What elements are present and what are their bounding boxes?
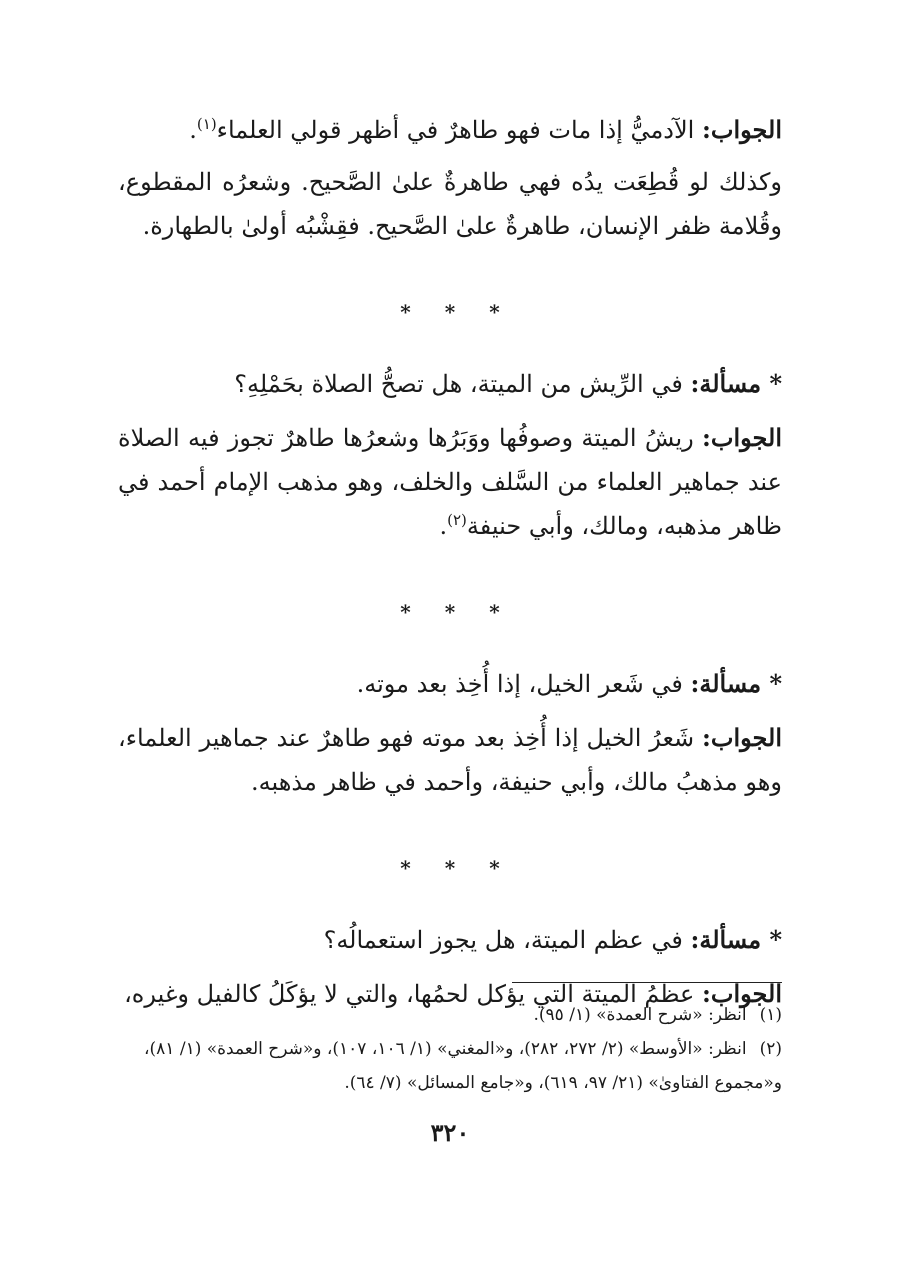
footnote-number: (١): [759, 1005, 782, 1025]
separator-star: *: [489, 856, 500, 880]
question-label: * مسألة:: [690, 369, 782, 398]
section-separator: [118, 266, 782, 358]
separator-star: *: [444, 600, 456, 624]
answer-text: الآدميُّ إذا مات فهو طاهرٌ في أظهر قولي العلماء: [216, 116, 695, 144]
answer-text: شَعرُ الخيل إذا أُخِذ بعد موته فهو طاهرٌ عند جماهير العلماء، وهو مذهبُ مالك، وأبي حنيفة، وأحمد في ظاهر مذهبه.: [118, 724, 782, 796]
footnote-ref-2: (٢): [447, 511, 467, 529]
answer-paragraph: [118, 716, 782, 804]
question-line: [118, 662, 782, 706]
page-number: ٣٢٠: [430, 1118, 470, 1147]
section-separator: [118, 822, 782, 914]
separator-star: *: [489, 600, 500, 624]
separator-star: *: [400, 856, 411, 880]
question-label: * مسألة:: [690, 925, 782, 954]
question-block-3: [118, 662, 782, 804]
answer-continuation: وكذلك لو قُطِعَت يدُه فهي طاهرةٌ علىٰ الصَّحيح. وشعرُه المقطوع، وقُلامة ظفر الإنسان، طاهرةٌ علىٰ الصَّحيح. فقِشْبُه أولىٰ بالطهارة.: [118, 168, 783, 240]
question-text: في شَعر الخيل، إذا أُخِذ بعد موته.: [356, 670, 683, 698]
answer-label: الجواب:: [702, 423, 782, 452]
answer-text: عظمُ الميتة التي يؤكل لحمُها، والتي لا يؤكَلُ كالفيل وغيره،: [124, 980, 695, 1008]
footnote-ref-1: (١): [196, 115, 217, 133]
question-line: [118, 918, 782, 962]
main-text: [118, 108, 782, 1034]
section-separator: [118, 566, 782, 658]
answer-end: .: [189, 116, 197, 144]
footnote-2: [118, 1032, 782, 1100]
answer-end: .: [439, 512, 448, 540]
footnote-text: انظر: «الأوسط» (٢/ ٢٧٢، ٢٨٢)، و«المغني» (١/ ١٠٦، ١٠٧)، و«شرح العمدة» (١/ ٨١)، و«مجموع الفتاوىٰ» (٢١/ ٩٧، ٦١٩)، و«جامع المسائل» (٧/ ٦٤).: [144, 1039, 782, 1093]
question-text: في الرِّيش من الميتة، هل تصحُّ الصلاة بحَمْلِهِ؟: [234, 370, 683, 398]
footnote-1: [118, 998, 782, 1032]
separator-star: *: [444, 856, 456, 880]
answer-label: الجواب:: [702, 723, 782, 752]
question-line: [118, 362, 782, 406]
footnote-divider: [512, 982, 782, 983]
answer-text: ريشُ الميتة وصوفُها ووَبَرُها وشعرُها طاهرٌ تجوز فيه الصلاة عند جماهير العلماء من السَّلف والخلف، وهو مذهب الإمام أحمد في ظاهر مذهبه، ومالك، وأبي حنيفة: [118, 424, 782, 540]
question-block-2: [118, 362, 782, 548]
separator-star: *: [400, 600, 411, 624]
footnote-number: (٢): [759, 1039, 782, 1059]
footnote-text: انظر: «شرح العمدة» (١/ ٩٥).: [533, 1005, 747, 1025]
answer-label: الجواب:: [702, 115, 782, 144]
question-label: * مسألة:: [690, 669, 782, 698]
answer-paragraph: [118, 416, 782, 548]
answer-label: الجواب:: [702, 979, 782, 1008]
separator-star: *: [400, 300, 411, 324]
answer-paragraph: [118, 108, 782, 152]
separator-star: *: [489, 300, 500, 324]
question-text: في عظم الميتة، هل يجوز استعمالُه؟: [323, 926, 683, 954]
answer-block-1: [118, 108, 782, 248]
separator-star: *: [444, 300, 456, 324]
footnotes: [118, 998, 782, 1100]
